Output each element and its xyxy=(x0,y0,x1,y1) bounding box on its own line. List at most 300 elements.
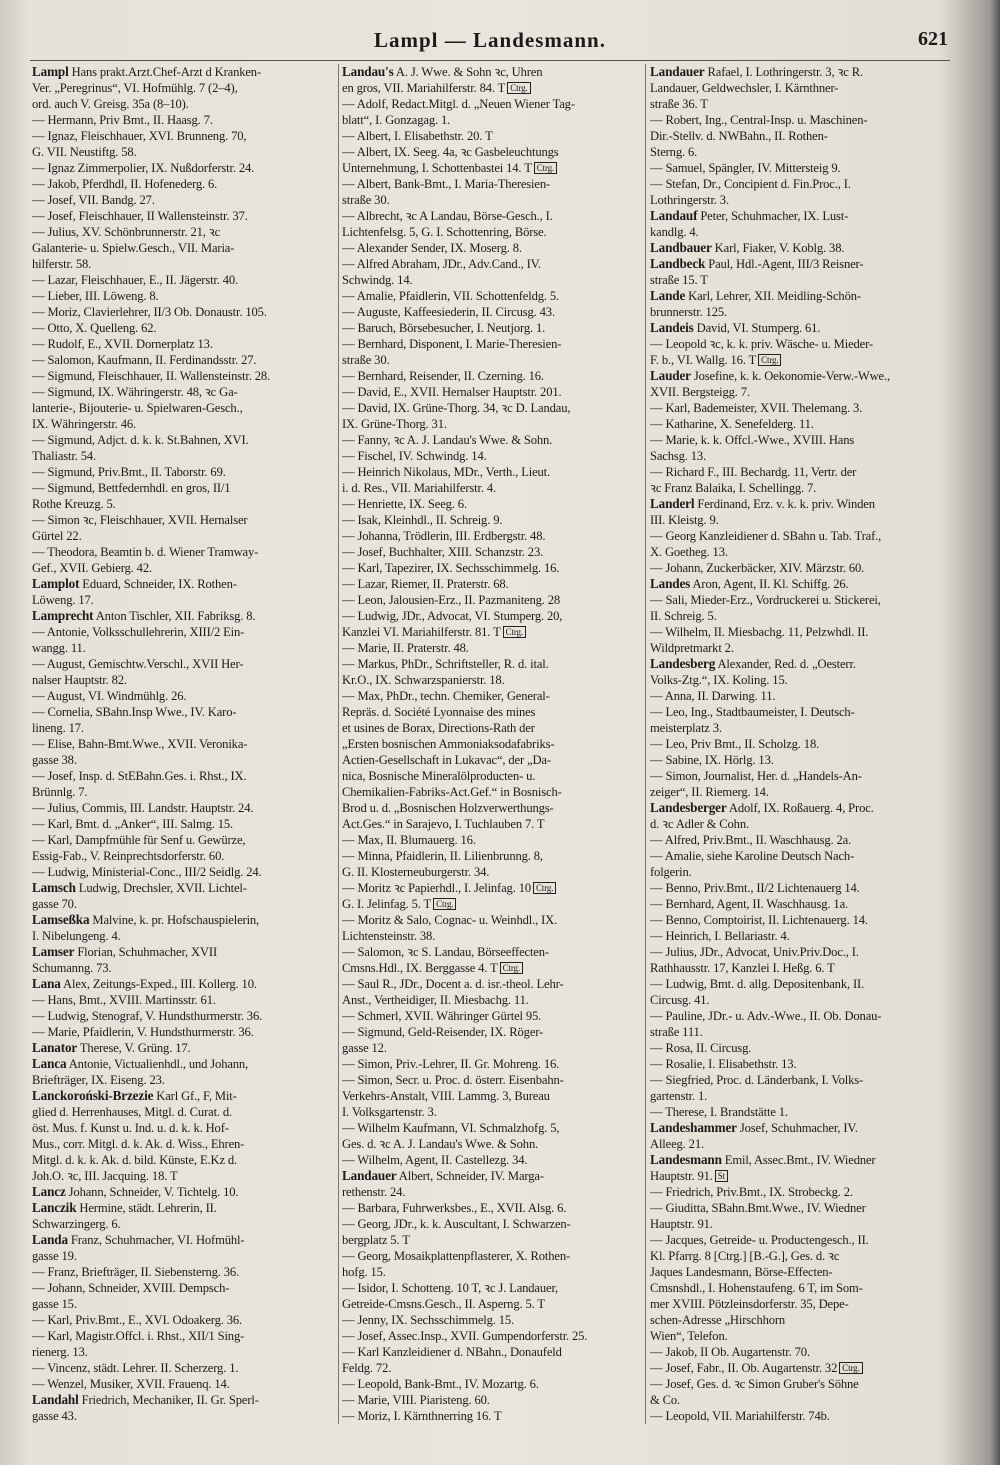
entry-line xyxy=(32,1072,336,1088)
entry-line xyxy=(32,1328,336,1344)
entry-text: — Giuditta, SBahn.Bmt.Wwe., IV. Wiedner xyxy=(650,1201,866,1215)
entry-line xyxy=(32,496,336,512)
entry-line xyxy=(32,800,336,816)
entry-line xyxy=(342,176,646,192)
entry-heading-line xyxy=(32,1232,336,1248)
entry-line xyxy=(650,528,954,544)
entry-text: — Johann, Zuckerbäcker, XIV. Märzstr. 60. xyxy=(650,561,865,575)
entry-text: — Rosa, II. Circusg. xyxy=(650,1041,752,1055)
entry-line xyxy=(650,160,954,176)
entry-text: Kanzlei VI. Mariahilferstr. 81. T xyxy=(342,625,501,639)
entry-line xyxy=(342,96,646,112)
entry-heading-line xyxy=(650,576,954,592)
entry-line xyxy=(342,464,646,480)
entry-heading-line xyxy=(32,576,336,592)
entry-line xyxy=(32,240,336,256)
entry-line xyxy=(32,160,336,176)
entry-text: Emil, Assec.Bmt., IV. Wiedner xyxy=(721,1153,876,1167)
entry-text: straße 36. T xyxy=(650,97,708,111)
column-1 xyxy=(32,64,336,1424)
entry-line xyxy=(32,1008,336,1024)
surname: Lamprecht xyxy=(32,608,94,623)
entry-text: Gürtel 22. xyxy=(32,529,82,543)
entry-text: Rothe Kreuzg. 5. xyxy=(32,497,116,511)
entry-heading-line xyxy=(342,1168,646,1184)
entry-line xyxy=(650,1248,954,1264)
entry-text: Wildpretmarkt 2. xyxy=(650,641,734,655)
entry-text: ꝛc Franz Balaika, I. Schellingg. 7. xyxy=(650,481,817,495)
entry-text: — Heinrich Nikolaus, MDr., Verth., Lieut. xyxy=(342,465,551,479)
entry-line xyxy=(342,512,646,528)
entry-heading-line xyxy=(32,1392,336,1408)
entry-text: — Marie, VIII. Piaristeng. 60. xyxy=(342,1393,490,1407)
entry-line xyxy=(650,192,954,208)
entry-text: Landauer, Geldwechsler, I. Kärnthner- xyxy=(650,81,839,95)
entry-text: Franz, Schuhmacher, VI. Hofmühl- xyxy=(67,1233,245,1247)
entry-text: — Johann, Schneider, XVIII. Dempsch- xyxy=(32,1281,230,1295)
entry-text: straße 30. xyxy=(342,193,390,207)
entry-text: Paul, Hdl.-Agent, III/3 Reisner- xyxy=(705,257,864,271)
entry-text: gasse 43. xyxy=(32,1409,77,1423)
entry-text: — Minna, Pfaidlerin, II. Lilienbrunng. 8, xyxy=(342,849,543,863)
entry-text: hofg. 15. xyxy=(342,1265,386,1279)
entry-line xyxy=(342,496,646,512)
entry-text: Josef, Schuhmacher, IV. xyxy=(736,1121,858,1135)
entry-line xyxy=(342,576,646,592)
entry-text: — Markus, PhDr., Schriftsteller, R. d. ital. xyxy=(342,657,549,671)
entry-line xyxy=(32,176,336,192)
entry-text: Albert, Schneider, IV. Marga- xyxy=(396,1169,544,1183)
entry-line xyxy=(32,1120,336,1136)
entry-line xyxy=(342,1392,646,1408)
entry-text: XVII. Bergsteigg. 7. xyxy=(650,385,750,399)
entry-text: — Franz, Briefträger, II. Siebensterng. 36. xyxy=(32,1265,240,1279)
entry-text: — Josef, VII. Bandg. 27. xyxy=(32,193,155,207)
entry-line xyxy=(650,864,954,880)
entry-line xyxy=(650,1408,954,1424)
entry-line xyxy=(32,464,336,480)
surname: Landa xyxy=(32,1232,68,1247)
entry-line xyxy=(650,1328,954,1344)
entry-line xyxy=(342,640,646,656)
entry-text: Cmsns.Hdl., IX. Berggasse 4. T xyxy=(342,961,498,975)
entry-text: folgerin. xyxy=(650,865,692,879)
surname: Lamsch xyxy=(32,880,76,895)
entry-line xyxy=(32,816,336,832)
entry-line xyxy=(342,704,646,720)
stamp-badge: Ctrg. xyxy=(534,162,557,174)
entry-line xyxy=(32,336,336,352)
entry-line xyxy=(32,256,336,272)
entry-line xyxy=(342,1088,646,1104)
entry-text: — August, Gemischtw.Verschl., XVII Her- xyxy=(32,657,244,671)
surname: Landauer xyxy=(650,64,705,79)
entry-line xyxy=(342,1344,646,1360)
entry-text: en gros, VII. Mariahilferstr. 84. T xyxy=(342,81,506,95)
entry-line xyxy=(342,896,646,912)
entry-heading-line xyxy=(650,1152,954,1168)
entry-line xyxy=(32,768,336,784)
entry-line xyxy=(32,560,336,576)
entry-line xyxy=(650,672,954,688)
entry-text: — Bernhard, Reisender, II. Czerning. 16. xyxy=(342,369,544,383)
entry-text: — Leo, Priv Bmt., II. Scholzg. 18. xyxy=(650,737,820,751)
entry-text: Thaliastr. 54. xyxy=(32,449,97,463)
entry-text: Therese, V. Grüng. 17. xyxy=(77,1041,191,1055)
entry-line xyxy=(32,848,336,864)
entry-text: — Sabine, IX. Hörlg. 13. xyxy=(650,753,774,767)
entry-text: Circusg. 41. xyxy=(650,993,710,1007)
surname: Lanckoroński-Brzezie xyxy=(32,1088,154,1103)
entry-line xyxy=(32,720,336,736)
entry-text: — Georg, JDr., k. k. Auscultant, I. Schwarzen- xyxy=(342,1217,571,1231)
entry-text: — Sigmund, Fleischhauer, II. Wallensteinstr. 28. xyxy=(32,369,270,383)
entry-text: — Fanny, ꝛc A. J. Landau's Wwe. & Sohn. xyxy=(342,433,553,447)
entry-text: Ferdinand, Erz. v. k. k. priv. Winden xyxy=(694,497,875,511)
surname: Landes xyxy=(650,576,691,591)
entry-text: Jaques Landesmann, Börse-Effecten- xyxy=(650,1265,833,1279)
surname: Landesberg xyxy=(650,656,716,671)
entry-line xyxy=(342,1152,646,1168)
entry-line xyxy=(342,1312,646,1328)
entry-line xyxy=(32,1168,336,1184)
entry-line xyxy=(650,336,954,352)
entry-line xyxy=(32,1264,336,1280)
entry-text: Schwarzingerg. 6. xyxy=(32,1217,121,1231)
entry-line xyxy=(650,1040,954,1056)
entry-line xyxy=(650,352,954,368)
surname: Lamser xyxy=(32,944,75,959)
entry-line xyxy=(650,432,954,448)
entry-line xyxy=(342,1376,646,1392)
entry-text: Karl, Fiaker, V. Koblg. 38. xyxy=(711,241,845,255)
entry-text: Alexander, Red. d. „Oesterr. xyxy=(715,657,856,671)
entry-text: — Siegfried, Proc. d. Länderbank, I. Volks- xyxy=(650,1073,864,1087)
entry-text: straße 15. T xyxy=(650,273,708,287)
entry-text: — Karl, Bmt. d. „Anker“, III. Salmg. 15. xyxy=(32,817,234,831)
entry-line xyxy=(342,1296,646,1312)
entry-line xyxy=(342,112,646,128)
surname: Lancz xyxy=(32,1184,66,1199)
entry-text: Mitgl. d. k. k. Ak. d. bild. Künste, E.Kz d. xyxy=(32,1153,238,1167)
entry-heading-line xyxy=(32,1200,336,1216)
entry-line xyxy=(342,192,646,208)
entry-text: ord. auch V. Greisg. 35a (8–10). xyxy=(32,97,189,111)
entry-line xyxy=(342,720,646,736)
surname: Lanator xyxy=(32,1040,78,1055)
entry-text: Briefträger, IX. Eiseng. 23. xyxy=(32,1073,165,1087)
entry-heading-line xyxy=(650,800,954,816)
entry-text: — Amalie, Pfaidlerin, VII. Schottenfeldg. 5. xyxy=(342,289,560,303)
entry-text: — Lazar, Fleischhauer, E., II. Jägerstr. 40. xyxy=(32,273,239,287)
entry-line xyxy=(32,1248,336,1264)
entry-text: — Karl, Bademeister, XVII. Thelemang. 3. xyxy=(650,401,863,415)
entry-line xyxy=(32,704,336,720)
entry-line xyxy=(32,512,336,528)
entry-line xyxy=(32,960,336,976)
entry-text: — Robert, Ing., Central-Insp. u. Maschinen- xyxy=(650,113,868,127)
entry-line xyxy=(342,912,646,928)
entry-heading-line xyxy=(650,1120,954,1136)
entry-line xyxy=(342,432,646,448)
entry-text: Galanterie- u. Spielw.Gesch., VII. Maria- xyxy=(32,241,235,255)
entry-text: — Benno, Priv.Bmt., II/2 Lichtenauerg 14. xyxy=(650,881,860,895)
entry-text: X. Goetheg. 13. xyxy=(650,545,728,559)
entry-text: — Pauline, JDr.- u. Adv.-Wwe., II. Ob. Donau- xyxy=(650,1009,882,1023)
entry-line xyxy=(32,272,336,288)
entry-line xyxy=(650,928,954,944)
entry-text: — Henriette, IX. Seeg. 6. xyxy=(342,497,467,511)
stamp-badge: Ctrg. xyxy=(433,898,456,910)
entry-line xyxy=(32,864,336,880)
entry-text: I. Nibelungeng. 4. xyxy=(32,929,121,943)
entry-line xyxy=(650,832,954,848)
entry-text: Actien-Gesellschaft in Lukavac“, der „Da- xyxy=(342,753,551,767)
entry-text: — Josef, Assec.Insp., XVII. Gumpendorferstr. 25. xyxy=(342,1329,588,1343)
entry-line xyxy=(650,176,954,192)
entry-text: — Josef, Fabr., II. Ob. Augartenstr. 32 xyxy=(650,1361,838,1375)
entry-text: Verkehrs-Anstalt, VIII. Lammg. 3, Bureau xyxy=(342,1089,550,1103)
entry-text: blatt“, I. Gonzagag. 1. xyxy=(342,113,451,127)
page-number: 621 xyxy=(918,28,948,50)
entry-line xyxy=(342,928,646,944)
entry-line xyxy=(650,1056,954,1072)
entry-line xyxy=(32,928,336,944)
entry-text: — August, VI. Windmühlg. 26. xyxy=(32,689,187,703)
entry-text: — Leon, Jalousien-Erz., II. Pazmaniteng. 28 xyxy=(342,593,561,607)
entry-line xyxy=(342,1120,646,1136)
entry-text: — Theodora, Beamtin b. d. Wiener Tramway- xyxy=(32,545,259,559)
entry-line xyxy=(342,1232,646,1248)
entry-text: — Ignaz, Fleischhauer, XVI. Brunneng. 70, xyxy=(32,129,247,143)
entry-line xyxy=(342,672,646,688)
entry-line xyxy=(32,448,336,464)
entry-line xyxy=(650,448,954,464)
entry-text: — Vincenz, städt. Lehrer. II. Scherzerg. 1. xyxy=(32,1361,239,1375)
entry-text: rienerg. 13. xyxy=(32,1345,88,1359)
surname: Landerl xyxy=(650,496,695,511)
entry-line xyxy=(342,1040,646,1056)
entry-line xyxy=(650,784,954,800)
entry-line xyxy=(32,416,336,432)
entry-line xyxy=(650,816,954,832)
entry-text: Kl. Pfarrg. 8 [Ctrg.] [B.-G.], Ges. d. ꝛc xyxy=(650,1249,840,1263)
entry-line xyxy=(650,688,954,704)
entry-text: — Alexander Sender, IX. Moserg. 8. xyxy=(342,241,522,255)
entry-line xyxy=(650,1280,954,1296)
entry-heading-line xyxy=(650,256,954,272)
entry-line xyxy=(342,624,646,640)
entry-line xyxy=(32,288,336,304)
entry-text: — Stefan, Dr., Concipient d. Fin.Proc., I. xyxy=(650,177,851,191)
entry-text: — Therese, I. Brandstätte 1. xyxy=(650,1105,788,1119)
entry-text: Schumanng. 73. xyxy=(32,961,112,975)
entry-text: — Friedrich, Priv.Bmt., IX. Strobeckg. 2. xyxy=(650,1185,853,1199)
entry-text: gasse 12. xyxy=(342,1041,387,1055)
entry-text: Ges. d. ꝛc A. J. Landau's Wwe. & Sohn. xyxy=(342,1137,539,1151)
surname: Lauder xyxy=(650,368,691,383)
entry-line xyxy=(650,544,954,560)
header-rule xyxy=(30,60,950,61)
entry-line xyxy=(342,1104,646,1120)
entry-line xyxy=(650,560,954,576)
entry-line xyxy=(32,144,336,160)
entry-text: kandlg. 4. xyxy=(650,225,699,239)
entry-text: — Jakob, Pferdhdl, II. Hofenederg. 6. xyxy=(32,177,218,191)
entry-line xyxy=(32,1104,336,1120)
entry-text: Florian, Schuhmacher, XVII xyxy=(74,945,218,959)
entry-line xyxy=(650,1296,954,1312)
entry-text: et usines de Borax, Directions-Rath der xyxy=(342,721,535,735)
entry-text: gasse 38. xyxy=(32,753,77,767)
entry-text: — Anna, II. Darwing. 11. xyxy=(650,689,776,703)
entry-text: Lichtenfelsg. 5, G. I. Schottenring, Börse. xyxy=(342,225,547,239)
entry-text: brunnerstr. 125. xyxy=(650,305,727,319)
entry-line xyxy=(342,336,646,352)
entry-text: — David, IX. Grüne-Thorg. 34, ꝛc D. Landau, xyxy=(342,401,571,415)
surname: Landbauer xyxy=(650,240,712,255)
entry-text: — Johanna, Trödlerin, III. Erdbergstr. 48. xyxy=(342,529,546,543)
entry-text: — Saul R., JDr., Docent a. d. isr.-theol. Lehr- xyxy=(342,977,564,991)
entry-text: — Marie, k. k. Offcl.-Wwe., XVIII. Hans xyxy=(650,433,855,447)
entry-text: Brod u. d. „Bosnischen Holzverwerthungs- xyxy=(342,801,554,815)
entry-line xyxy=(32,1136,336,1152)
entry-text: — Simon, Priv.-Lehrer, II. Gr. Mohreng. 16. xyxy=(342,1057,560,1071)
stamp-badge: Ctrg. xyxy=(533,882,556,894)
entry-text: Antonie, Victualienhdl., und Johann, xyxy=(66,1057,249,1071)
entry-line xyxy=(342,752,646,768)
entry-text: Lothringerstr. 3. xyxy=(650,193,729,207)
entry-line xyxy=(32,544,336,560)
entry-line xyxy=(342,1360,646,1376)
entry-line xyxy=(342,304,646,320)
stamp-badge: Ctrg. xyxy=(503,626,526,638)
entry-text: lineng. 17. xyxy=(32,721,84,735)
entry-text: — Julius, JDr., Advocat, Univ.Priv.Doc., I. xyxy=(650,945,859,959)
entry-line xyxy=(342,960,646,976)
entry-line xyxy=(342,1184,646,1200)
entry-text: — Josef, Fleischhauer, II Wallensteinstr. 37. xyxy=(32,209,248,223)
entry-line xyxy=(342,416,646,432)
entry-text: — Lazar, Riemer, II. Praterstr. 68. xyxy=(342,577,509,591)
entry-text: — Katharine, X. Senefelderg. 11. xyxy=(650,417,814,431)
entry-text: — Simon, Secr. u. Proc. d. österr. Eisenbahn- xyxy=(342,1073,564,1087)
entry-line xyxy=(342,288,646,304)
entry-text: — Max, PhDr., techn. Chemiker, General- xyxy=(342,689,550,703)
entry-text: Aron, Agent, II. Kl. Schiffg. 26. xyxy=(690,577,849,591)
entry-line xyxy=(342,1136,646,1152)
entry-line xyxy=(32,304,336,320)
entry-text: — Leopold, VII. Mariahilferstr. 74b. xyxy=(650,1409,830,1423)
entry-heading-line xyxy=(32,608,336,624)
entry-line xyxy=(32,192,336,208)
entry-line xyxy=(342,800,646,816)
entry-line xyxy=(342,128,646,144)
surname: Landeis xyxy=(650,320,694,335)
entry-text: — Marie, Pfaidlerin, V. Hundsthurmerstr. 36. xyxy=(32,1025,254,1039)
entry-line xyxy=(32,400,336,416)
entry-line xyxy=(342,1024,646,1040)
entry-line xyxy=(650,272,954,288)
entry-text: Anst., Vertheidiger, II. Miesbachg. 11. xyxy=(342,993,529,1007)
entry-line xyxy=(32,784,336,800)
entry-text: Joh.O. ꝛc, III. Jacquing. 18. T xyxy=(32,1169,178,1183)
entry-text: — Sigmund, Geld-Reisender, IX. Röger- xyxy=(342,1025,544,1039)
entry-heading-line xyxy=(32,912,336,928)
entry-text: mer XVIII. Pötzleinsdorferstr. 35, Depe- xyxy=(650,1297,849,1311)
entry-line xyxy=(650,736,954,752)
entry-text: — Karl, Tapezirer, IX. Sechsschimmelg. 16. xyxy=(342,561,560,575)
entry-text: — Samuel, Spängler, IV. Mittersteig 9. xyxy=(650,161,841,175)
entry-text: gasse 70. xyxy=(32,897,77,911)
surname: Landeshammer xyxy=(650,1120,737,1135)
entry-line xyxy=(32,992,336,1008)
entry-heading-line xyxy=(650,64,954,80)
column-2 xyxy=(342,64,646,1424)
entry-line xyxy=(32,224,336,240)
entry-text: straße 30. xyxy=(342,353,390,367)
entry-text: — Hans, Bmt., XVIII. Martinsstr. 61. xyxy=(32,993,216,1007)
entry-line xyxy=(342,736,646,752)
entry-line xyxy=(650,704,954,720)
entry-line xyxy=(650,608,954,624)
entry-text: — Ludwig, Bmt. d. allg. Depositenbank, II. xyxy=(650,977,865,991)
entry-line xyxy=(32,592,336,608)
entry-text: — Richard F., III. Bechardg. 11, Vertr. der xyxy=(650,465,857,479)
entry-text: — Ludwig, JDr., Advocat, VI. Stumperg. 20, xyxy=(342,609,563,623)
entry-text: — Julius, XV. Schönbrunnerstr. 21, ꝛc xyxy=(32,225,221,239)
entry-line xyxy=(650,400,954,416)
surname: Lanczik xyxy=(32,1200,77,1215)
entry-line xyxy=(342,1280,646,1296)
entry-text: Mus., corr. Mitgl. d. k. Ak. d. Wiss., Ehren- xyxy=(32,1137,245,1151)
surname: Landesberger xyxy=(650,800,727,815)
entry-line xyxy=(32,832,336,848)
entry-text: — Albrecht, ꝛc A Landau, Börse-Gesch., I. xyxy=(342,209,553,223)
entry-line xyxy=(650,896,954,912)
entry-text: lanterie-, Bijouterie- u. Spielwaren-Gesch., xyxy=(32,401,243,415)
entry-line xyxy=(32,1280,336,1296)
entry-text: Hans prakt.Arzt.Chef-Arzt d Kranken- xyxy=(68,65,262,79)
entry-line xyxy=(650,960,954,976)
entry-line xyxy=(32,672,336,688)
entry-text: & Co. xyxy=(650,1393,681,1407)
entry-text: G. I. Jelinfag. 5. T xyxy=(342,897,432,911)
entry-text: bergplatz 5. T xyxy=(342,1233,410,1247)
entry-line xyxy=(650,304,954,320)
entry-text: Gef., XVII. Gebierg. 42. xyxy=(32,561,152,575)
surname: Lamseßka xyxy=(32,912,90,927)
entry-text: Ver. „Peregrinus“, VI. Hofmühlg. 7 (2–4), xyxy=(32,81,238,95)
entry-heading-line xyxy=(650,208,954,224)
entry-text: Chemikalien-Fabriks-Act.Gef.“ in Bosnisch- xyxy=(342,785,562,799)
entry-line xyxy=(650,848,954,864)
entry-text: — Alfred, Priv.Bmt., II. Waschhausg. 2a. xyxy=(650,833,852,847)
entry-line xyxy=(650,992,954,1008)
entry-text: IX. Grüne-Thorg. 31. xyxy=(342,417,447,431)
entry-line xyxy=(342,544,646,560)
entry-text: — Hermann, Priv Bmt., II. Haasg. 7. xyxy=(32,113,213,127)
entry-text: — Jacques, Getreide- u. Productengesch., II. xyxy=(650,1233,869,1247)
entry-text: — Lieber, III. Löweng. 8. xyxy=(32,289,159,303)
entry-line xyxy=(650,112,954,128)
entry-text: — Josef, Insp. d. StEBahn.Ges. i. Rhst., IX. xyxy=(32,769,247,783)
entry-text: Rafael, I. Lothringerstr. 3, ꝛc R. xyxy=(704,65,863,79)
entry-text: — Auguste, Kaffeesiederin, II. Circusg. 43. xyxy=(342,305,555,319)
entry-line xyxy=(32,320,336,336)
entry-text: Brünnlg. 7. xyxy=(32,785,88,799)
entry-line xyxy=(650,1264,954,1280)
